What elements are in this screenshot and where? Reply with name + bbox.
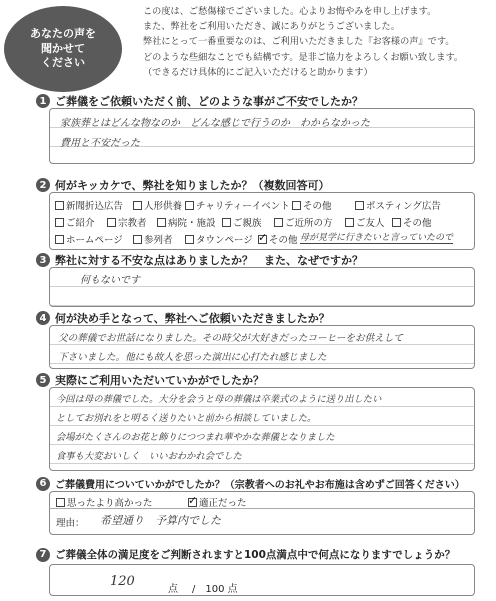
question-1-answer-line-2: 費用と不安だった [60,138,140,149]
option-relatives[interactable]: ご親族 [222,215,262,229]
reason-answer: 希望通り 予算内でした [100,514,221,527]
checkbox[interactable] [392,218,401,227]
option-newspaper[interactable]: 新聞折込広告 [55,198,123,212]
question-3-title: 弊社に対する不安な点はありましたか？ また、なぜですか？ [55,254,363,267]
question-5-answer-line-3: 会場がたくさんのお花と飾りにつつまれ華やかな葬儀となりました [56,432,335,443]
question-4-answer-box[interactable] [49,325,475,369]
checkbox[interactable] [133,201,142,210]
checkbox[interactable] [355,201,364,210]
intro-text [143,4,488,80]
checkbox[interactable] [56,498,65,507]
question-7-header [36,547,455,562]
intro-line: どのような些細なことでも結構です。是非ご協力をよろしくお願い致します。 [143,51,464,63]
option-posting-ad[interactable]: ポスティング広告 [355,198,441,212]
intro-line: 弊社にとって一番重要なのは、ご利用いただきました『お客様の声』です。 [143,36,455,48]
option-homepage[interactable]: ホームページ [55,232,123,246]
checkbox[interactable] [133,235,142,244]
checkbox[interactable] [157,218,166,227]
intro-line: この度は、ご愁傷様でございました。心よりお悔やみを申し上げます。 [143,6,437,17]
reason-label: 理由： [56,518,85,529]
question-1-header [36,93,363,109]
checkbox[interactable] [107,218,116,227]
question-7-title: ご葬儀全体の満足度をご判断されますと100点満点中で何点になりますでしょうか？ [55,549,456,561]
checkbox-checked[interactable] [258,235,267,244]
question-4-header [36,310,330,326]
question-6-header [36,476,465,491]
question-2-header [36,177,330,193]
badge-line-1: あなたの声を [30,26,96,40]
question-2-title: 何がキッカケで、弊社を知りましたか？（複数回答可） [55,179,330,192]
question-number: 4 [36,311,50,325]
question-1-answer-box[interactable] [49,108,475,164]
checkbox[interactable] [274,218,283,227]
question-5-header [36,372,264,388]
option-town-page[interactable]: タウンページ [185,232,253,246]
question-number: 2 [36,178,50,192]
option-other-2[interactable]: その他 [392,215,432,229]
question-3-answer-box[interactable] [49,267,475,307]
option-hospital[interactable]: 病院・施設 [157,215,216,229]
question-1-title: ご葬儀をご依頼いただく前、どのような事がご不安でしたか？ [55,95,363,108]
question-5-answer-box[interactable] [49,387,475,471]
option-other-3[interactable]: ✓ その他 [258,232,298,246]
score-value: 120 [110,574,135,589]
option-too-expensive[interactable]: 思ったより高かった [56,495,153,509]
checkbox[interactable] [55,218,64,227]
question-number: 5 [36,373,50,387]
intro-line: また、弊社をご利用いただき、誠にありがとうございました。 [143,21,400,33]
question-6-title: ご葬儀費用についていかがでしたか？（宗教者へのお礼やお布施は含めずご回答ください） [55,480,465,491]
option-other-1[interactable]: その他 [292,198,332,212]
option-doll-memorial[interactable]: 人形供養 [133,198,182,212]
question-5-answer-line-1: 今回は母の葬儀でした。大分を会うと母の葬儀は卒業式のように送り出したい [56,394,382,405]
question-5-answer-line-2: としてお別れをと明るく送りたいと前から相談していました。 [56,413,317,424]
badge-line-3: ください [41,56,85,70]
question-5-answer-line-4: 食事も大変おいしく いいおわかれ会でした [56,451,242,462]
option-neighbor[interactable]: ご近所の方 [274,215,333,229]
option-referral[interactable]: ご紹介 [55,215,95,229]
question-4-answer-line-1: 父の葬儀でお世話になりました。その時父が大好きだったコーヒーをお供えして [58,333,403,344]
question-5-title: 実際にご利用いただいていかがでしたか？ [55,374,264,387]
checkbox[interactable] [185,235,194,244]
badge-line-2: 聞かせて [41,41,85,55]
question-3-answer: 何もないです [80,275,140,286]
option-charity-event[interactable]: チャリティーイベント [185,198,290,212]
question-4-title: 何が決め手となって、弊社へご依頼いただきましたか？ [55,312,330,325]
question-number: 6 [36,477,50,491]
intro-line: （できるだけ具体的にご記入いただけると助かります） [143,66,373,78]
checkbox[interactable] [222,218,231,227]
question-1-answer-line-1: 家族葬とはどんな物なのか どんな感じで行うのか わからなかった [60,118,370,129]
checkbox[interactable] [292,201,301,210]
checkbox[interactable] [55,235,64,244]
option-reasonable[interactable]: ✓ 適正だった [188,495,247,509]
question-number: 7 [36,548,50,562]
question-3-header [36,252,363,268]
checkbox[interactable] [185,201,194,210]
option-friend[interactable]: ご友人 [345,215,385,229]
score-unit: 点 [168,584,178,595]
checkbox[interactable] [345,218,354,227]
question-number: 1 [36,94,50,108]
option-religious[interactable]: 宗教者 [107,215,147,229]
voice-badge [4,6,122,92]
checkbox-checked[interactable] [188,498,197,507]
other-answer: 母が見学に行きたいと言っていたので [300,230,453,244]
checkbox[interactable] [55,201,64,210]
question-number: 3 [36,253,50,267]
option-attendee[interactable]: 参列者 [133,232,173,246]
question-4-answer-line-2: 下さいました。他にも故人を思った演出に心打たれ感じました [58,352,327,363]
score-total: / 100 点 [192,584,238,595]
